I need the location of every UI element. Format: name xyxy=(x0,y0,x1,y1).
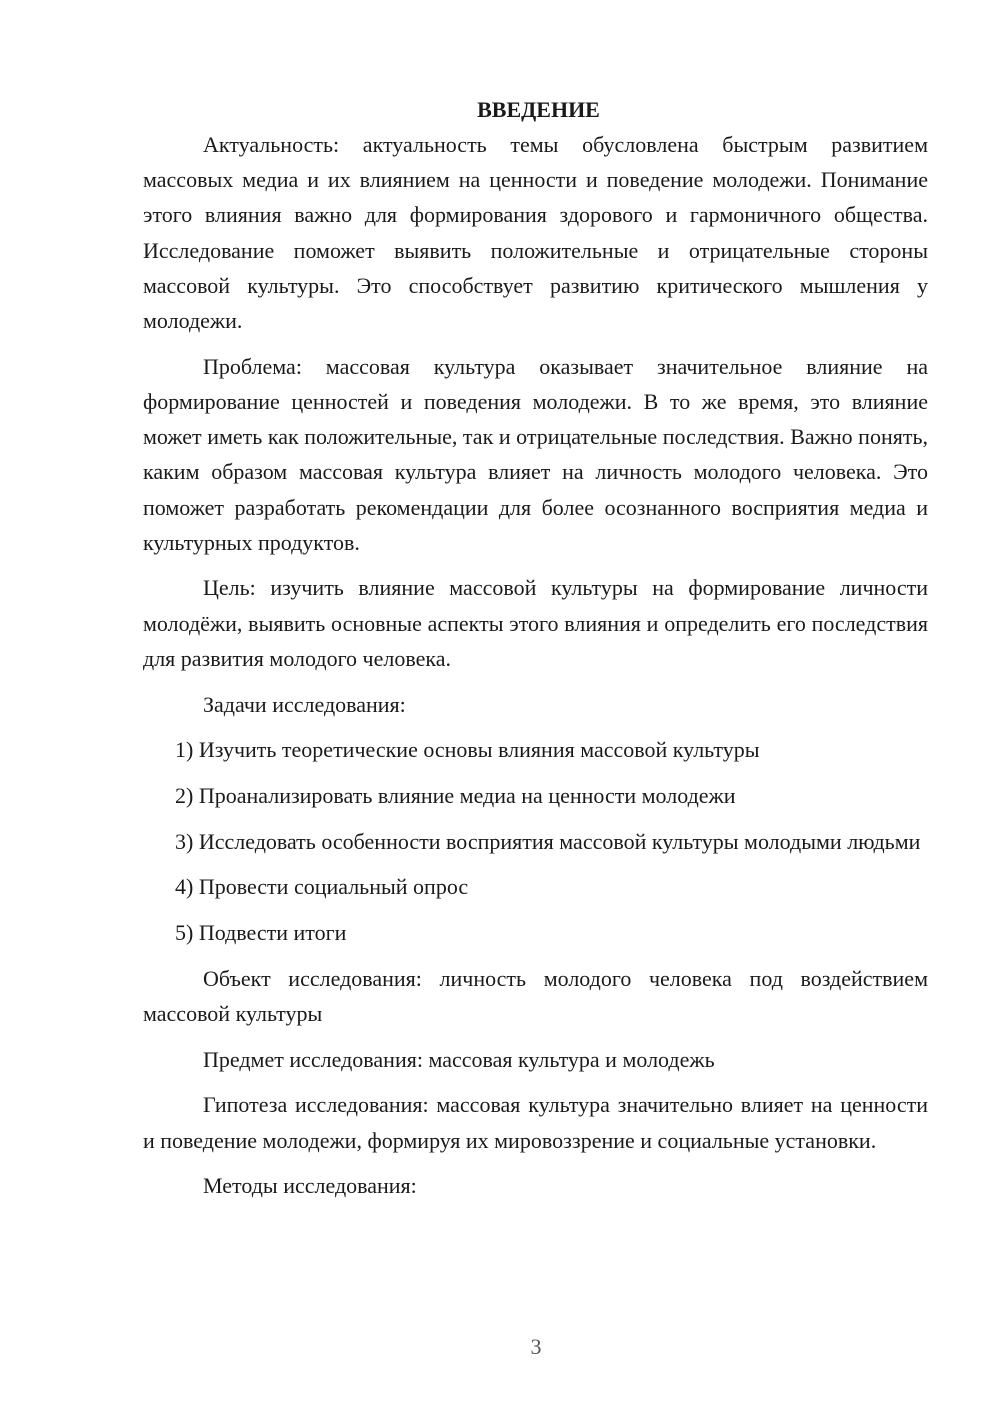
task-item-2: 2) Проанализировать влияние медиа на ценности молодежи xyxy=(175,782,736,808)
page-number: 3 xyxy=(530,1334,542,1359)
task-item-3: 3) Исследовать особенности восприятия массовой культуры молодыми людьми xyxy=(175,828,921,854)
relevance-paragraph: Актуальность: актуальность темы обусловлена быстрым развитием массовых медиа и их влиянием на ценности и поведение молодежи. Понимание этого влияния важно для формирования здорового и гармоничного общества. Исследование поможет выявить положительные и отрицательные стороны массовой культуры. Это способствует развитию критического мышления у молодежи. xyxy=(143,132,928,334)
subject-paragraph: Предмет исследования: массовая культура и молодежь xyxy=(203,1046,715,1072)
page-content xyxy=(143,92,928,1214)
task-item-4: 4) Провести социальный опрос xyxy=(175,874,469,900)
page-title: ВВЕДЕНИЕ xyxy=(477,97,600,122)
problem-paragraph: Проблема: массовая культура оказывает значительное влияние на формирование ценностей и поведения молодежи. В то же время, это влияние может иметь как положительные, так и отрицательные последствия. Важно понять, каким образом массовая культура влияет на личность молодого человека. Это поможет разработать рекомендации для более осознанного восприятия медиа и культурных продуктов. xyxy=(143,353,928,555)
tasks-heading: Задачи исследования: xyxy=(203,691,406,717)
task-item-5: 5) Подвести итоги xyxy=(175,920,347,946)
methods-heading: Методы исследования: xyxy=(203,1173,417,1199)
object-paragraph: Объект исследования: личность молодого человека под воздействием массовой культуры xyxy=(143,965,928,1026)
goal-paragraph: Цель: изучить влияние массовой культуры на формирование личности молодёжи, выявить основные аспекты этого влияния и определить его последствия для развития молодого человека. xyxy=(143,575,928,671)
hypothesis-paragraph: Гипотеза исследования: массовая культура значительно влияет на ценности и поведение молодежи, формируя их мировоззрение и социальные установки. xyxy=(143,1092,928,1153)
task-item-1: 1) Изучить теоретические основы влияния массовой культуры xyxy=(175,737,760,763)
